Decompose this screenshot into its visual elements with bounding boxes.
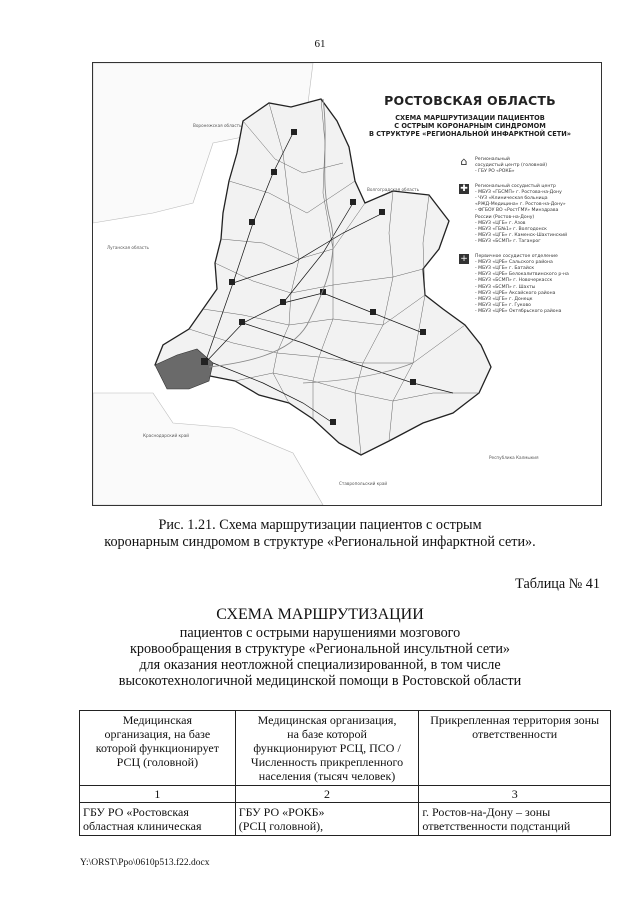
- scheme-title-line: высокотехнологичной медицинской помощи в Ростовской области: [118, 673, 522, 689]
- header-line: ответственности: [472, 727, 558, 741]
- legend-item: сосудистый центр (головной): [475, 163, 548, 169]
- header-line: Медицинская: [122, 713, 193, 727]
- table-cell: [235, 803, 419, 836]
- legend-item: - МБУЗ «ЦГБ» г. Батайск: [475, 266, 535, 272]
- map-legend: [459, 157, 599, 324]
- label-kalmykia: Республика Калмыкия: [489, 455, 539, 460]
- legend-item: - ЧУЗ «Клиническая больница: [475, 196, 548, 202]
- file-path-footer: Y:\ORST\Ppo\0610p513.f22.docx: [80, 858, 210, 868]
- legend-group-regional-centers: [459, 184, 599, 246]
- header-line: организация, на базе: [104, 727, 211, 741]
- map-subtitle-line: С ОСТРЫМ КОРОНАРНЫМ СИНДРОМОМ: [394, 122, 546, 130]
- legend-item: - МБУЗ «ЦРБ» Белокалитвинского р-на: [475, 272, 569, 278]
- scheme-title-main: СХЕМА МАРШРУТИЗАЦИИ: [216, 606, 424, 623]
- legend-item: - ФГБОУ ВО «РостГМУ» Минздрава: [475, 208, 559, 214]
- legend-item: - МБУЗ «ЦРБ» Октябрьского района: [475, 309, 562, 315]
- cell-line: ГБУ РО «Ростовская: [83, 805, 189, 819]
- table-header-row: [80, 711, 611, 786]
- region-map: [92, 62, 602, 506]
- label-stavropol: Ставропольский край: [339, 481, 388, 486]
- legend-item: Региональный: [475, 157, 510, 162]
- label-volgograd: Волгоградская область: [367, 187, 420, 192]
- scheme-title-line: кровообращения в структуре «Региональной инсультной сети»: [129, 641, 511, 657]
- map-subtitle-line: СХЕМА МАРШРУТИЗАЦИИ ПАЦИЕНТОВ: [395, 114, 545, 122]
- page-number: 61: [314, 38, 326, 50]
- header-cell: [419, 711, 611, 786]
- legend-item: - МБУЗ «БСМП» г. Новочеркасск: [475, 278, 553, 284]
- table-cell: [419, 803, 611, 836]
- number-cell: 2: [235, 786, 419, 803]
- legend-item: - МБУЗ «ЦГБ» г. Донецк: [475, 297, 533, 303]
- table-row: [80, 803, 611, 836]
- table-number-row: [80, 786, 611, 803]
- header-line: населения (тысяч человек): [258, 769, 396, 783]
- header-cell: [235, 711, 419, 786]
- header-line: РСЦ (головной): [116, 755, 199, 769]
- map-subtitle-line: В СТРУКТУРЕ «РЕГИОНАЛЬНОЙ ИНФАРКТНОЙ СЕТИ»: [368, 130, 572, 138]
- map-title: [345, 93, 595, 138]
- legend-item: - МБУЗ «ГБСМП» г. Ростова-на-Дону: [475, 189, 562, 195]
- cell-line: ГБУ РО «РОКБ»: [238, 805, 325, 819]
- cross-icon: ✚: [460, 183, 468, 194]
- scheme-title: [0, 605, 640, 689]
- legend-item: России (Ростов-на-Дону): [475, 214, 535, 220]
- cell-line: г. Ростов-на-Дону – зоны: [422, 805, 551, 819]
- cell-line: областная клиническая: [83, 819, 202, 833]
- header-cell: [80, 711, 236, 786]
- header-line: Численность прикрепленного: [250, 755, 404, 769]
- map-title-main: РОСТОВСКАЯ ОБЛАСТЬ: [384, 93, 556, 108]
- table-cell: [80, 803, 236, 836]
- number-cell: 1: [80, 786, 236, 803]
- legend-item: «РЖД-Медицина» г. Ростов-на-Дону»: [475, 202, 566, 208]
- legend-item: - МБУЗ «ГБ№1» г. Волгодонск: [475, 227, 547, 233]
- legend-group-head-center: [459, 157, 599, 176]
- scheme-title-line: для оказания неотложной специализированной, в том числе: [139, 657, 501, 673]
- header-line: на базе которой: [287, 727, 367, 741]
- map-subtitle: [345, 114, 595, 138]
- table-label: Таблица № 41: [515, 576, 600, 592]
- legend-item: - ГБУ РО «РОКБ»: [475, 169, 515, 175]
- house-icon: ⌂: [460, 155, 468, 168]
- legend-item: - МБУЗ «ЦГБ» г. Каменск-Шахтинский: [475, 233, 568, 239]
- header-line: Прикрепленная территория зоны: [430, 713, 600, 727]
- legend-group-primary-departments: [459, 254, 599, 316]
- legend-item: - МБУЗ «БСМП» г. Таганрог: [475, 239, 541, 245]
- legend-item: - МБУЗ «ЦГБ» г. Гуково: [475, 303, 531, 309]
- cell-line: ответственности подстанций: [422, 819, 571, 833]
- header-line: которой функционирует: [95, 741, 219, 755]
- header-line: функционируют РСЦ, ПСО /: [253, 741, 401, 755]
- neighbor-region-south: [93, 393, 323, 505]
- figure-caption: [0, 517, 640, 551]
- legend-item: - МБУЗ «ЦРБ» Аксайского района: [475, 290, 556, 296]
- header-line: Медицинская организация,: [257, 713, 397, 727]
- label-krasnodar: Краснодарский край: [143, 433, 189, 438]
- legend-item: Первичное сосудистое отделение: [475, 253, 558, 259]
- plus-icon: +: [460, 253, 468, 264]
- legend-item: - МБУЗ «БСМП» г. Шахты: [475, 284, 536, 290]
- caption-line: коронарным синдромом в структуре «Региональной инфарктной сети».: [104, 534, 536, 550]
- legend-item: - МБУЗ «ЦРБ» Сальского района: [475, 259, 553, 265]
- scheme-title-line: пациентов с острыми нарушениями мозгового: [179, 625, 461, 641]
- legend-item: Региональный сосудистый центр: [475, 183, 556, 189]
- routing-table: [79, 710, 611, 836]
- cell-line: (РСЦ головной),: [238, 819, 324, 833]
- legend-item: - МБУЗ «ЦГБ» г. Азов: [475, 220, 526, 226]
- label-lugansk: Луганская область: [107, 245, 149, 250]
- label-voronezh: Воронежская область: [193, 123, 242, 128]
- number-cell: 3: [419, 786, 611, 803]
- caption-line: Рис. 1.21. Схема маршрутизации пациентов с острым: [158, 517, 482, 533]
